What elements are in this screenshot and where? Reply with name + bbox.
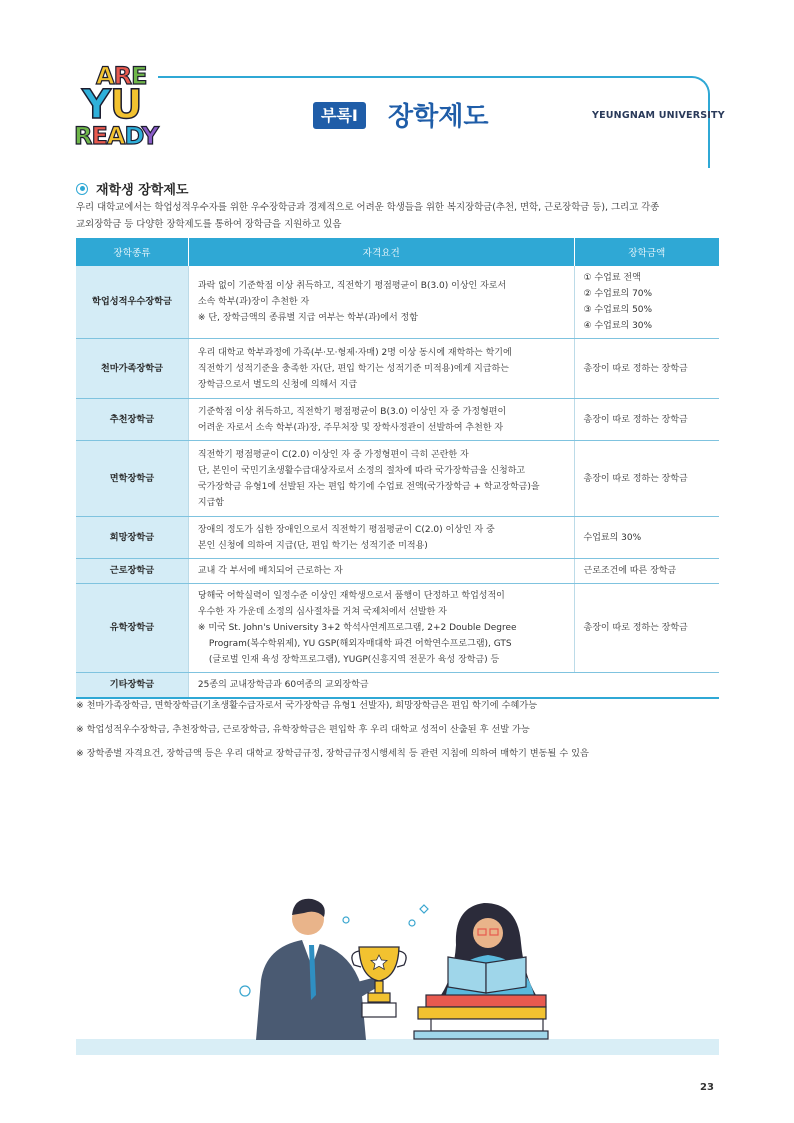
intro-line: 교외장학금 등 다양한 장학제도를 통하여 장학금을 지원하고 있음 [76, 219, 342, 230]
table-row [76, 673, 719, 699]
page-number: 23 [700, 1082, 714, 1093]
students-trophy-illustration [76, 885, 719, 1055]
amount-line: ④ 수업료의 30% [583, 321, 653, 331]
table-row [76, 584, 719, 673]
table-row [76, 517, 719, 559]
req-line: 국가장학금 유형1에 선발된 자는 편입 학기에 수업료 전액(국가장학금 + 학교장학금)을 [197, 481, 540, 492]
logo-row-2: YU [82, 82, 142, 128]
row-requirements: 25종의 교내장학금과 60여종의 교외장학금 [188, 673, 719, 699]
university-name: YEUNGNAM UNIVERSITY [592, 110, 725, 121]
section-intro [76, 199, 716, 233]
row-category: 추천장학금 [76, 399, 188, 441]
table-row [76, 441, 719, 517]
row-amount: 총장이 따로 정하는 장학금 [574, 441, 719, 517]
header-requirements: 자격요건 [188, 238, 574, 266]
req-line: 단, 본인이 국민기초생활수급대상자로서 소정의 절차에 따라 국가장학금을 신청하고 [197, 465, 526, 476]
row-amount: 수업료의 30% [574, 517, 719, 559]
req-line: 장애의 정도가 심한 장애인으로서 직전학기 평점평균이 C(2.0) 이상인 자 중 [197, 524, 495, 535]
req-line: 어려운 자로서 소속 학부(과)장, 주무처장 및 장학사정관이 선발하여 추천한 자 [197, 422, 504, 433]
section-heading [76, 179, 188, 198]
row-requirements [188, 266, 574, 339]
row-category: 근로장학금 [76, 559, 188, 584]
req-line: 지급함 [197, 497, 225, 508]
req-line: ※ 단, 장학금액의 종류별 지급 여부는 학부(과)에서 정함 [197, 313, 418, 323]
row-category: 천마가족장학금 [76, 339, 188, 399]
row-requirements: 교내 각 부서에 배치되어 근로하는 자 [188, 559, 574, 584]
footnote: ※ 천마가족장학금, 면학장학금(기초생활수급자로서 국가장학금 유형1 선발자), 희망장학금은 편입 학기에 수혜가능 [76, 700, 538, 711]
row-amount [574, 266, 719, 339]
row-requirements [188, 584, 574, 673]
header-amount: 장학금액 [574, 238, 719, 266]
req-line: 우수한 자 가운데 소정의 심사절차를 거쳐 국제처에서 선발한 자 [197, 607, 447, 617]
req-line: 직전학기 성적기준을 충족한 자(단, 편입 학기는 성적기준 미적용)에게 지급하는 [197, 363, 509, 374]
scholarship-table [76, 238, 719, 699]
row-category: 희망장학금 [76, 517, 188, 559]
req-line: 본인 신청에 의하여 지급(단, 편입 학기는 성적기준 미적용) [197, 540, 428, 551]
req-line: (글로벌 인재 육성 장학프로그램), YUGP(신흥지역 전문가 육성 장학금) 등 [208, 655, 500, 665]
req-line: Program(복수학위제), YU GSP(해외자매대학 파견 어학연수프로그램), GTS [208, 639, 512, 649]
table-row [76, 266, 719, 339]
page-title: 장학제도 [388, 102, 489, 132]
circle-bullet-icon [76, 183, 88, 195]
amount-line: ② 수업료의 70% [583, 289, 653, 299]
footnote: ※ 학업성적우수장학금, 추천장학금, 근로장학금, 유학장학금은 편입학 후 우리 대학교 성적이 산출된 후 선발 가능 [76, 724, 530, 735]
req-line: 당해국 어학실력이 일정수준 이상인 재학생으로서 품행이 단정하고 학업성적이 [197, 591, 505, 601]
table-row [76, 399, 719, 441]
row-amount: 총장이 따로 정하는 장학금 [574, 339, 719, 399]
req-line: 기준학점 이상 취득하고, 직전학기 평점평균이 B(3.0) 이상인 자 중 가정형편이 [197, 406, 507, 417]
row-requirements [188, 441, 574, 517]
row-requirements [188, 399, 574, 441]
row-category: 유학장학금 [76, 584, 188, 673]
req-line: 소속 학부(과)장이 추천한 자 [197, 297, 310, 307]
amount-line: ① 수업료 전액 [583, 273, 641, 283]
row-requirements [188, 339, 574, 399]
row-amount: 근로조건에 따른 장학금 [574, 559, 719, 584]
footnotes [76, 698, 589, 770]
req-line: 직전학기 평점평균이 C(2.0) 이상인 자 중 가정형편이 극히 곤란한 자 [197, 449, 469, 460]
row-category: 학업성적우수장학금 [76, 266, 188, 339]
req-line: 우리 대학교 학부과정에 가족(부·모·형제·자매) 2명 이상 동시에 재학하는 학기에 [197, 347, 512, 358]
table-header-row [76, 238, 719, 266]
table-row [76, 339, 719, 399]
logo-row-1: ARE [96, 62, 147, 90]
are-yu-ready-logo [74, 60, 158, 160]
req-line: 과락 없이 기준학점 이상 취득하고, 직전학기 평점평균이 B(3.0) 이상인 자로서 [197, 281, 507, 291]
row-amount: 총장이 따로 정하는 장학금 [574, 399, 719, 441]
footnote: ※ 장학종별 자격요건, 장학금액 등은 우리 대학교 장학금규정, 장학금규정시행세칙 등 관련 지침에 의하여 매학기 변동될 수 있음 [76, 748, 589, 759]
req-line: 장학금으로서 별도의 신청에 의해서 지급 [197, 379, 358, 390]
appendix-badge: 부록Ⅰ [313, 102, 366, 129]
row-amount: 총장이 따로 정하는 장학금 [574, 584, 719, 673]
req-line: ※ 미국 St. John's University 3+2 학석사연계프로그램, 2+2 Double Degree [197, 623, 517, 633]
row-category: 기타장학금 [76, 673, 188, 699]
section-title: 재학생 장학제도 [96, 183, 189, 198]
logo-row-3: READY [74, 122, 159, 150]
row-category: 면학장학금 [76, 441, 188, 517]
row-requirements [188, 517, 574, 559]
intro-line: 우리 대학교에서는 학업성적우수자를 위한 우수장학금과 경제적으로 어려운 학생들을 위한 복지장학금(추천, 면학, 근로장학금 등), 그리고 각종 [76, 202, 660, 213]
table-row [76, 559, 719, 584]
header-category: 장학종류 [76, 238, 188, 266]
amount-line: ③ 수업료의 50% [583, 305, 653, 315]
